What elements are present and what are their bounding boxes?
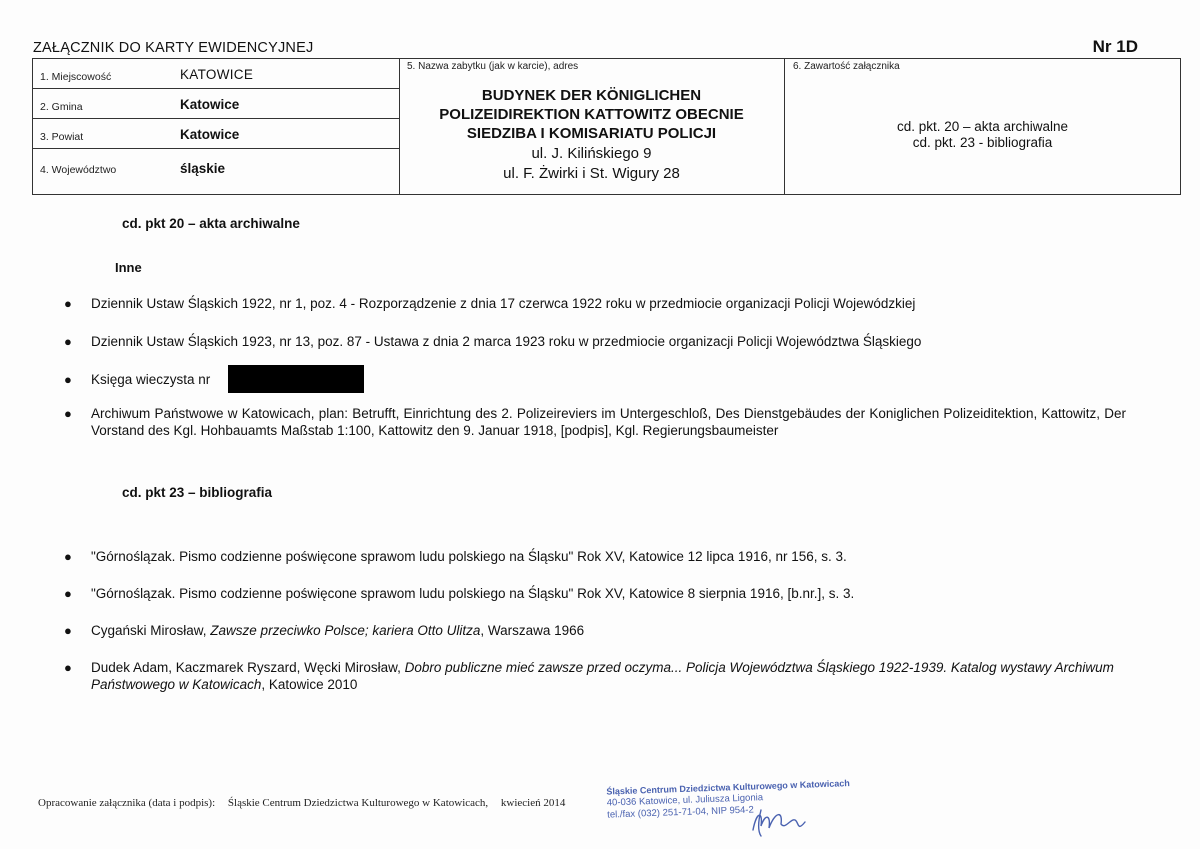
stamp-line: Śląskie Centrum Dziedzictwa Kulturowego w Katowicach [606,778,850,797]
row-label: 1. Miejscowość [40,71,112,83]
row-value: śląskie [180,161,226,176]
prepared-by-institution: Śląskie Centrum Dziedzictwa Kulturowego w Katowicach, [227,797,489,809]
row-commune [33,89,399,119]
bullet-icon: ● [64,586,72,601]
cell-label: 5. Nazwa zabytku (jak w karcie), adres [407,61,579,72]
section-heading-archives: cd. pkt 20 – akta archiwalne [122,216,300,231]
contents-line: cd. pkt. 23 - bibliografia [912,135,1053,150]
row-value: Katowice [180,127,240,142]
row-label: 2. Gmina [40,101,83,113]
stamp-line: tel./fax (032) 251-71-04, NIP 954-2 [607,804,754,821]
bullet-icon: ● [64,334,72,349]
monument-name-line: BUDYNEK DER KÖNIGLICHEN [481,87,702,104]
row-county [33,119,399,149]
list-item-text: Dziennik Ustaw Śląskich 1922, nr 1, poz. 4 - Rozporządzenie z dnia 17 czerwca 1922 roku w przedmiocie organizacji Policji Wojewódzkiej [91,296,916,311]
list-item-text: "Górnoślązak. Pismo codzienne poświęcone sprawom ludu polskiego na Śląsku" Rok XV, Katowice 12 lipca 1916, nr 156, s. 3. [91,549,847,564]
list-item-text [91,622,1126,639]
monument-name-line: POLIZEIDIREKTION KATTOWITZ OBECNIE [439,106,744,123]
prepared-date: kwiecień 2014 [500,797,566,809]
row-label: 3. Powiat [40,131,84,143]
row-value: KATOWICE [180,67,254,82]
redaction-block [228,365,364,393]
sub-heading-other: Inne [115,260,142,275]
section-heading-bibliography: cd. pkt 23 – bibliografia [122,485,273,500]
monument-name [399,86,784,143]
prepared-by-label: Opracowanie załącznika (data i podpis): [38,797,216,809]
contents-column [785,59,1180,194]
cell-label: 6. Zawartość załącznika [793,61,900,72]
monument-name-line: SIEDZIBA I KOMISARIATU POLICJI [466,125,717,142]
bullet-icon: ● [64,406,72,421]
bullet-icon: ● [64,296,72,311]
citation-details: , Katowice 2010 [261,677,358,692]
list-item-text: "Górnoślązak. Pismo codzienne poświęcone sprawom ludu polskiego na Śląsku" Rok XV, Katowice 8 sierpnia 1916, [b.nr.], s. 3. [91,586,855,601]
citation-title: Dobro publiczne mieć zawsze przed oczyma... Policja Województwa Śląskiego 1922-1939. Katalog wystawy Archiwum Państwowego w Katowicach [91,660,1114,692]
signature-mark [735,800,815,840]
attachment-contents [785,119,1180,151]
record-form-table [32,58,1181,195]
document-number: Nr 1D [1092,37,1138,56]
row-voivodeship [33,149,399,194]
bullet-icon: ● [64,623,72,638]
monument-name-column [399,59,785,194]
stamp-line: 40-036 Katowice, ul. Juliusza Ligonia [606,792,764,809]
bullet-icon: ● [64,549,72,564]
footer [38,797,575,809]
bullet-icon: ● [64,372,72,387]
citation-details: , Warszawa 1966 [480,623,585,638]
row-locality [33,59,399,89]
list-item-text: Księga wieczysta nr [91,372,211,387]
row-label: 4. Województwo [40,164,117,176]
document-title: ZAŁĄCZNIK DO KARTY EWIDENCYJNEJ [33,40,314,56]
list-item-text: Dziennik Ustaw Śląskich 1923, nr 13, poz. 87 - Ustawa z dnia 2 marca 1923 roku w przedmiocie organizacji Policji Województwa Śląskiego [91,334,922,349]
location-column [33,59,400,194]
citation-author: Cygański Mirosław, [91,623,211,638]
list-item-text: Archiwum Państwowe w Katowicach, plan: Betrufft, Einrichtung des 2. Polizeireviers im Untergeschloß, Des Dienstgebäudes der Koniglichen Polizeiditektion, Kattowitz, Der Vorstand des Kgl. Hohbauamts Maßstab 1:100, Kattowitz den 9. Januar 1918, [podpis], Kgl. Regierungsbaumeister [91,406,1126,438]
monument-address-line: ul. F. Żwirki i St. Wigury 28 [503,165,680,182]
monument-address-line: ul. J. Kilińskiego 9 [531,145,652,162]
citation-title: Zawsze przeciwko Polsce; kariera Otto Ulitza [210,623,481,638]
contents-line: cd. pkt. 20 – akta archiwalne [896,119,1069,134]
row-value: Katowice [180,97,240,112]
list-item-text [91,659,1126,693]
bullet-icon: ● [64,660,72,675]
citation-author: Dudek Adam, Kaczmarek Ryszard, Węcki Mirosław, [91,660,405,675]
